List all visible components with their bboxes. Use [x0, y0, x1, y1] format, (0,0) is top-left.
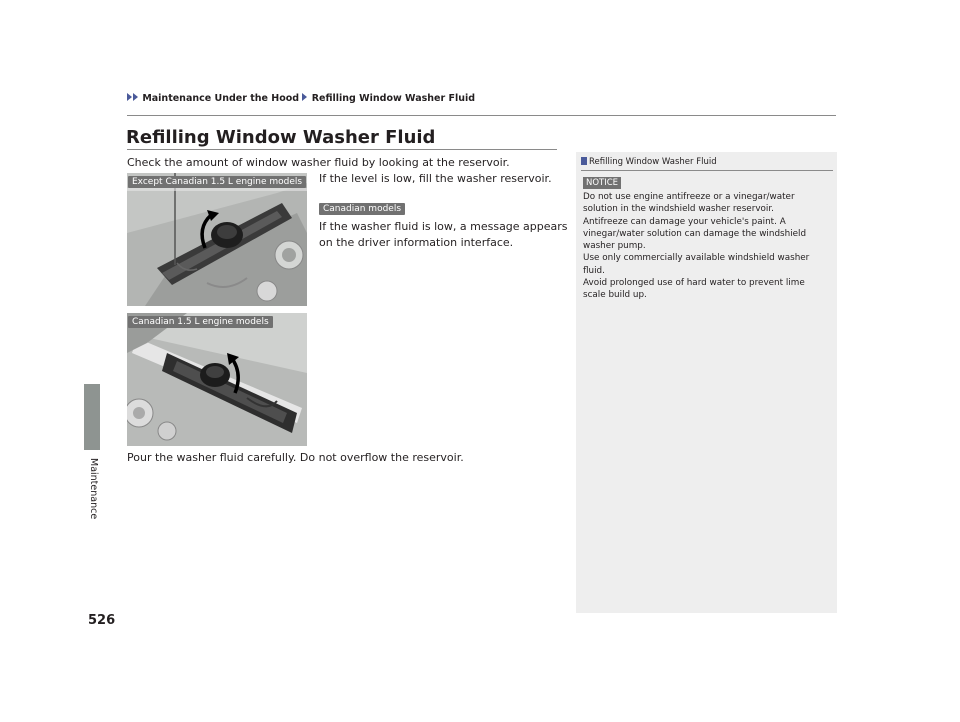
notice-line: Avoid prolonged use of hard water to prevent lime — [583, 278, 805, 289]
message-line-1: If the washer fluid is low, a message appears — [319, 220, 568, 233]
notice-line: washer pump. — [583, 241, 646, 252]
notice-line: Do not use engine antifreeze or a vinegar/water — [583, 192, 795, 202]
page-number: 526 — [88, 613, 116, 628]
breadcrumb-arrow-icon — [302, 93, 307, 101]
side-note-divider — [581, 170, 833, 171]
side-note-heading-text: Refilling Window Washer Fluid — [589, 157, 717, 167]
reservoir-photo-1 — [127, 173, 307, 306]
fill-instruction: If the level is low, fill the washer reservoir. — [319, 172, 552, 185]
chapter-label-text: Maintenance — [88, 458, 99, 520]
engine-bay-illustration-1 — [127, 173, 307, 306]
breadcrumb-section[interactable]: Maintenance Under the Hood — [142, 93, 300, 104]
header-divider — [127, 115, 836, 116]
notice-line: Antifreeze can damage your vehicle's paint. A — [583, 216, 786, 227]
pour-instruction: Pour the washer fluid carefully. Do not overflow the reservoir. — [127, 451, 464, 464]
reservoir-photo-2 — [127, 313, 307, 446]
message-line-2: on the driver information interface. — [319, 236, 514, 249]
notice-line: Use only commercially available windshield washer — [583, 253, 810, 264]
chapter-tab — [84, 384, 100, 450]
image-caption-2: Canadian 1.5 L engine models — [128, 316, 273, 328]
canadian-models-tag: Canadian models — [319, 203, 405, 215]
notice-line: fluid. — [583, 265, 605, 276]
side-note-heading — [581, 157, 717, 167]
breadcrumb-arrow-icon — [127, 93, 132, 101]
breadcrumb-arrow-icon — [133, 93, 138, 101]
bookmark-icon — [581, 157, 587, 165]
page-title: Refilling Window Washer Fluid — [126, 127, 436, 148]
title-divider — [127, 149, 557, 150]
notice-line: vinegar/water solution can damage the windshield — [583, 228, 807, 239]
message-note — [319, 219, 568, 251]
notice-badge: NOTICE — [583, 177, 621, 189]
engine-bay-illustration-2 — [127, 313, 307, 446]
notice-text — [583, 191, 828, 302]
notice-line: scale build up. — [583, 290, 647, 301]
image-caption-1: Except Canadian 1.5 L engine models — [128, 176, 306, 188]
breadcrumb — [127, 93, 475, 104]
chapter-label — [86, 458, 100, 548]
notice-line: solution in the windshield washer reservoir. — [583, 204, 774, 215]
breadcrumb-page: Refilling Window Washer Fluid — [311, 93, 476, 104]
intro-text: Check the amount of window washer fluid by looking at the reservoir. — [127, 156, 510, 169]
